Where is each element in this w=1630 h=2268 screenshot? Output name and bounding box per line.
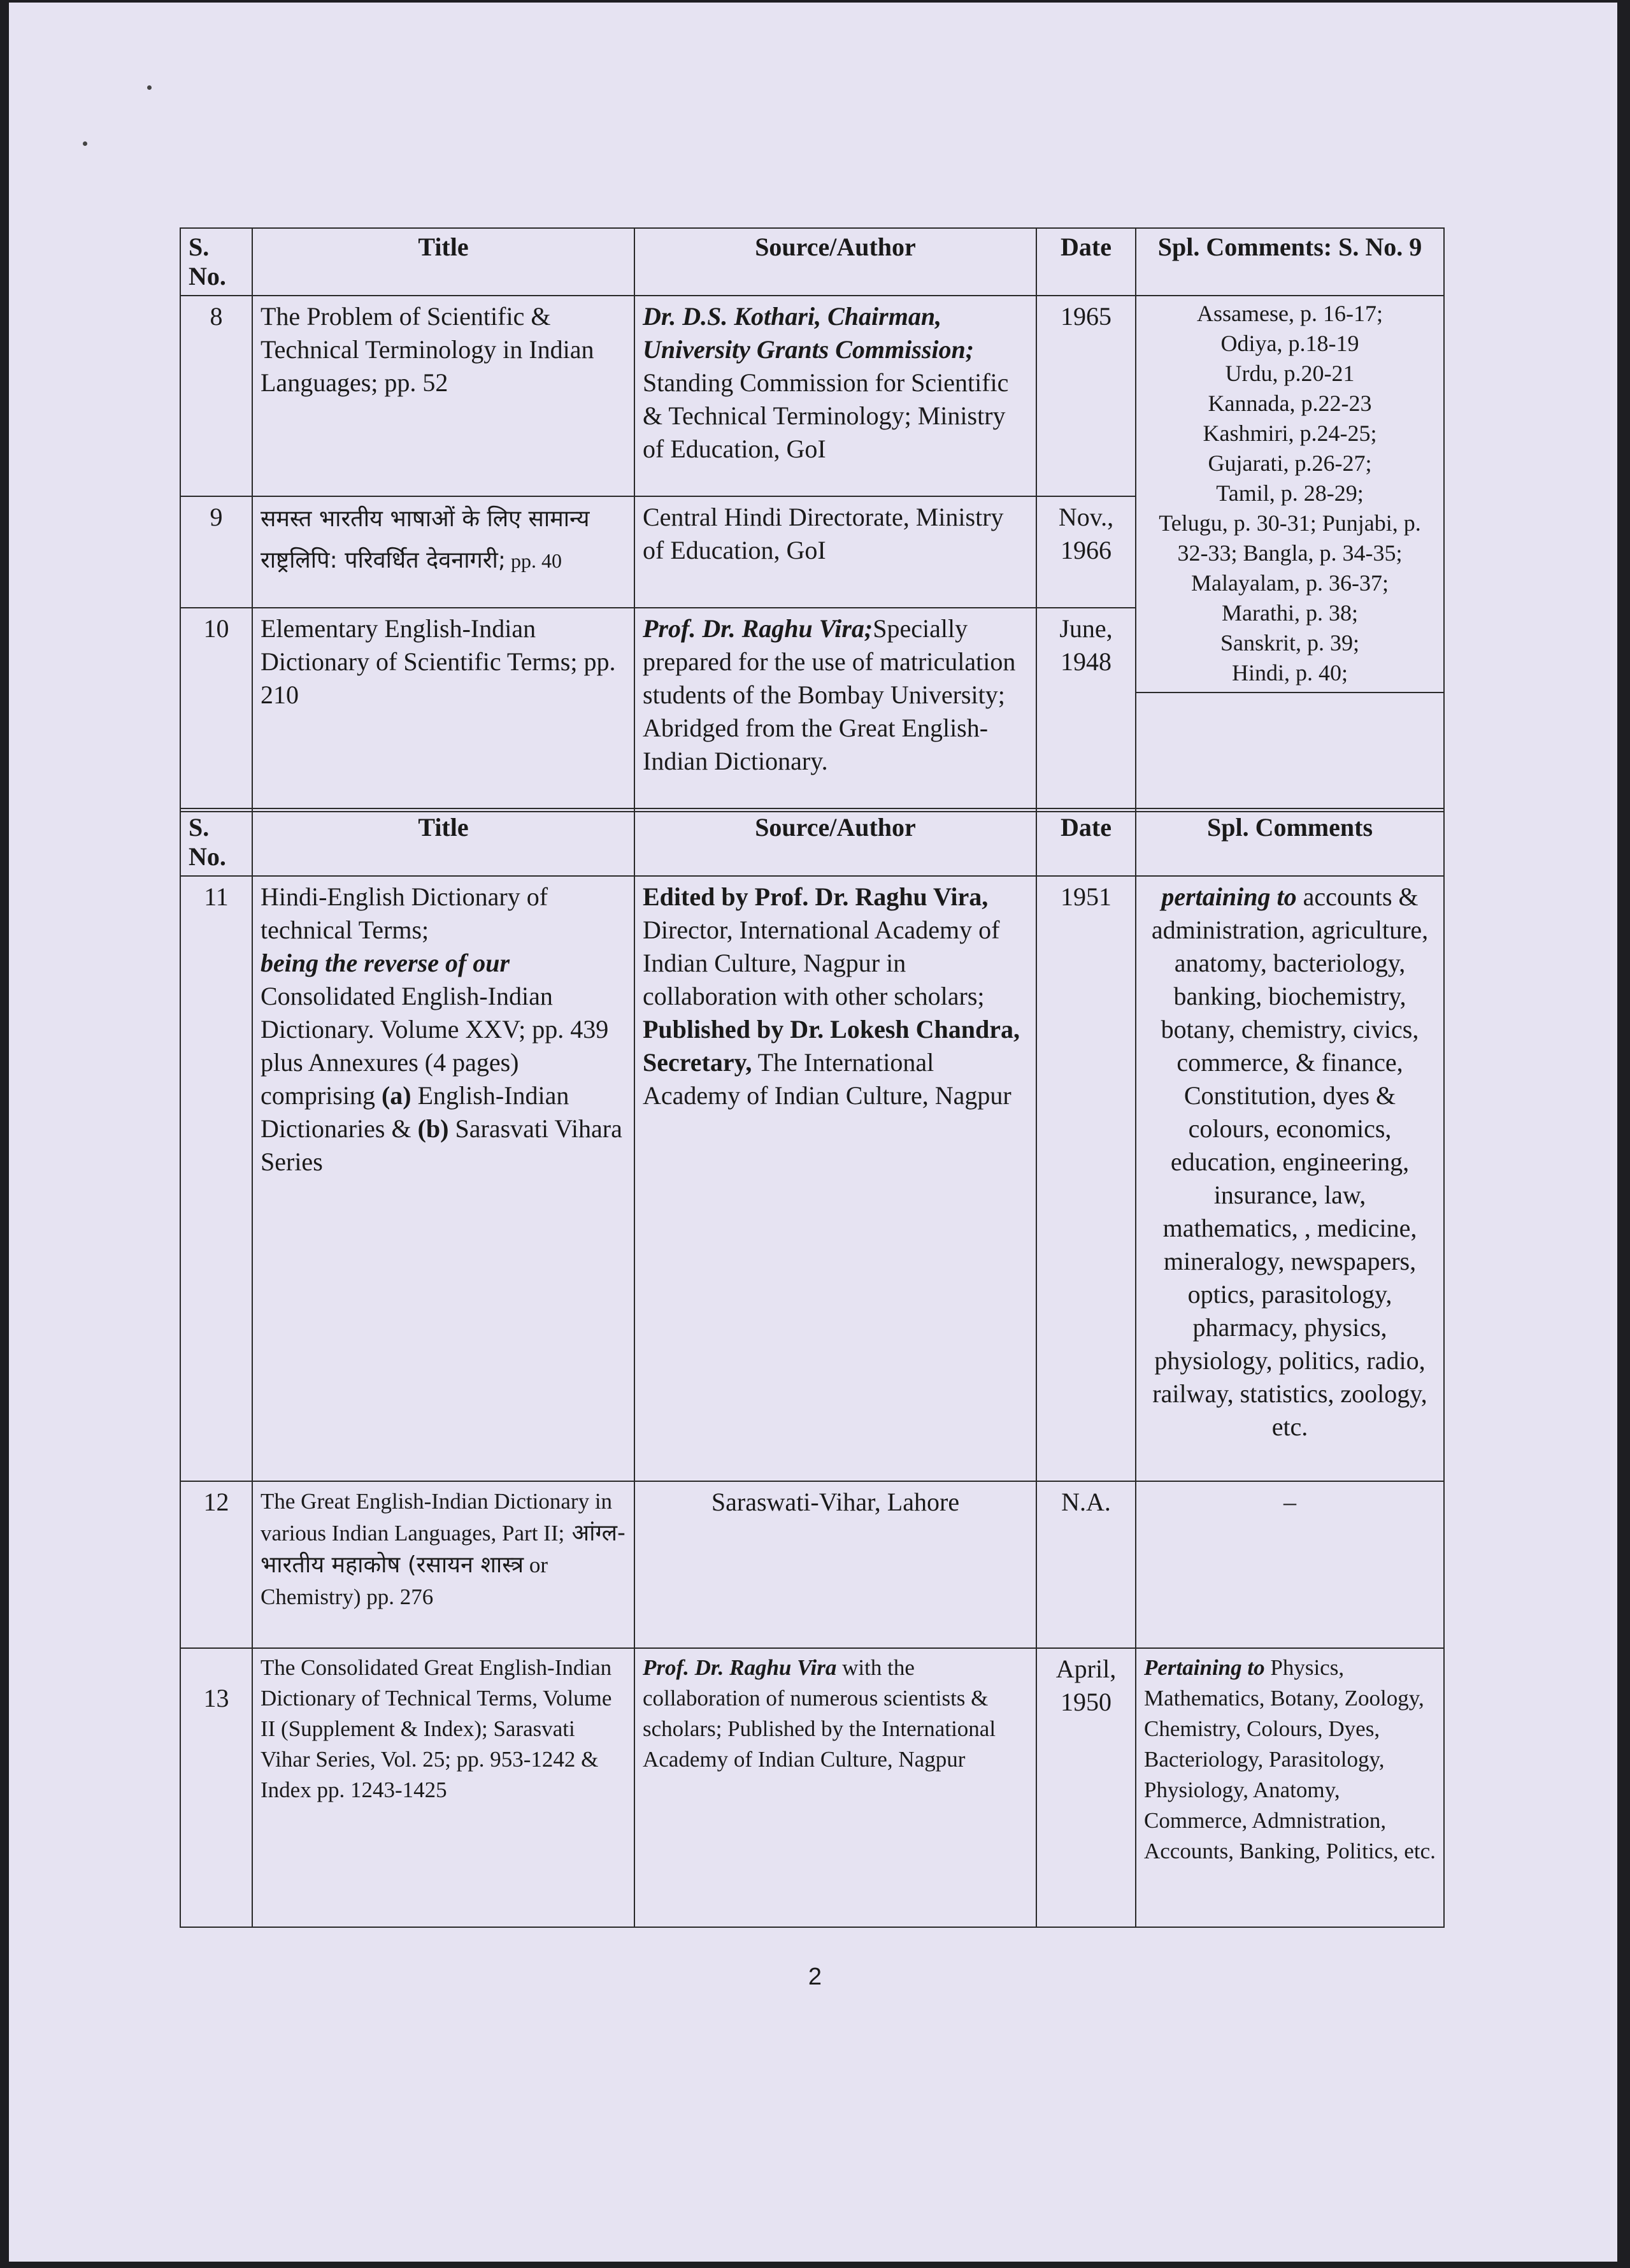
table-row [180, 876, 1444, 1481]
row-sno: 8 [180, 296, 252, 496]
header-date: Date [1036, 228, 1136, 296]
table-row [180, 1648, 1444, 1927]
header-source: Source/Author [634, 808, 1036, 876]
comments-subjects: Physics, Mathematics, Botany, Zoology, Chemistry, Colours, Dyes, Bacteriology, Parasitology, Physiology, Anatomy, Commerce, Admnistration, Accounts, Banking, Politics, etc. [1144, 1655, 1436, 1863]
comment-line: Telugu, p. 30-31; Punjabi, p. 32-33; Bangla, p. 34-35; [1159, 510, 1421, 566]
table-header-row [180, 228, 1444, 296]
row-title [252, 496, 634, 608]
source-author-name: Dr. D.S. Kothari, Chairman, University Grants Commission; [643, 302, 975, 364]
row-comments [1136, 1648, 1444, 1927]
row-comments [1136, 876, 1444, 1481]
row-date: April, 1950 [1036, 1648, 1136, 1927]
comment-line: Sanskrit, p. 39; [1220, 630, 1359, 656]
source-author-name: Prof. Dr. Raghu Vira; [643, 614, 873, 643]
row-source [634, 1648, 1036, 1927]
row-sno: 12 [180, 1481, 252, 1648]
header-comments: Spl. Comments: S. No. 9 [1136, 228, 1444, 296]
row-sno: 13 [180, 1648, 252, 1927]
row-title: The Consolidated Great English-Indian Dictionary of Technical Terms, Volume II (Supplement & Index); Sarasvati Vihar Series, Vol. 25; pp. 953-1242 & Index pp. 1243-1425 [252, 1648, 634, 1927]
comment-line: Assamese, p. 16-17; [1197, 301, 1383, 326]
comment-divider [1136, 692, 1443, 776]
row-title: The Problem of Scientific & Technical Terminology in Indian Languages; pp. 52 [252, 296, 634, 496]
title-line: Consolidated English-Indian Dictionary. Volume XXV; pp. 439 [261, 982, 609, 1044]
row-source [634, 876, 1036, 1481]
row-source [634, 608, 1036, 812]
title-pages: pp. 40 [505, 549, 562, 572]
comments-subjects: accounts & administration, agriculture, anatomy, bacteriology, banking, biochemistry, botany, chemistry, civics, commerce, & finance, Constitution, dyes & colours, economics, education, engineering, insurance, law, mathematics, , medicine, mineralogy, newspapers, optics, parasitology, pharmacy, physics, physiology, politics, radio, railway, statistics, zoology, etc. [1151, 882, 1429, 1441]
comment-line: Tamil, p. 28-29; [1216, 480, 1364, 506]
title-emphasis: being the reverse of our [261, 949, 510, 977]
table-row [180, 1481, 1444, 1648]
row-date: 1951 [1036, 876, 1136, 1481]
table-rows-8-10 [180, 227, 1445, 812]
header-date: Date [1036, 808, 1136, 876]
source-publisher: Published by Dr. Lokesh Chandra, Secretary, The International Academy of Indian Culture, Nagpur [643, 1015, 1020, 1110]
header-sno: S. No. [180, 228, 252, 296]
comment-line: Gujarati, p.26-27; [1208, 450, 1372, 476]
row-title [252, 876, 634, 1481]
row-date: Nov., 1966 [1036, 496, 1136, 608]
row-source: Central Hindi Directorate, Ministry of Education, GoI [634, 496, 1036, 608]
source-editor: Edited by Prof. Dr. Raghu Vira, Director, International Academy of Indian Culture, Nagpur in collaboration with other scholars; [643, 882, 1000, 1010]
row-date: June, 1948 [1036, 608, 1136, 812]
table-rows-11-13 [180, 808, 1445, 1928]
row-date: 1965 [1036, 296, 1136, 496]
comments-lead: pertaining to [1161, 882, 1297, 911]
source-author-name: Prof. Dr. Raghu Vira [643, 1655, 837, 1680]
title-line: plus Annexures (4 pages) comprising (a) English-Indian Dictionaries & (b) Sarasvati Vihara Series [261, 1048, 622, 1176]
row-sno: 9 [180, 496, 252, 608]
row-title: The Great English-Indian Dictionary in various Indian Languages, Part II; आंग्ल-भारतीय महाकोष (रसायन शास्त्र or Chemistry) pp. 276 [252, 1481, 634, 1648]
comment-line: Kannada, p.22-23 [1208, 391, 1372, 416]
row-source: Saraswati-Vihar, Lahore [634, 1481, 1036, 1648]
row-title: Elementary English-Indian Dictionary of Scientific Terms; pp. 210 [252, 608, 634, 812]
source-details: Standing Commission for Scientific & Technical Terminology; Ministry of Education, GoI [643, 368, 1009, 463]
comment-line: Odiya, p.18-19 [1220, 331, 1359, 356]
header-sno: S. No. [180, 808, 252, 876]
table-row [180, 296, 1444, 496]
header-source: Source/Author [634, 228, 1036, 296]
title-line: Hindi-English Dictionary of technical Terms; [261, 882, 548, 944]
comment-line: Urdu, p.20-21 [1225, 361, 1355, 386]
source-details: Specially prepared for the use of matriculation students of the Bombay University; Abridged from the Great English-Indian Dictionary. [643, 614, 1016, 775]
row-date: N.A. [1036, 1481, 1136, 1648]
source-details: with the collaboration of numerous scientists & scholars; Published by the International Academy of Indian Culture, Nagpur [643, 1655, 996, 1772]
row-sno: 11 [180, 876, 252, 1481]
page-number: 2 [808, 1963, 822, 1990]
title-hindi: समस्त भारतीय भाषाओं के लिए सामान्य राष्ट्रलिपि: परिवर्धित देवनागरी; [261, 506, 590, 573]
header-title: Title [252, 228, 634, 296]
header-comments: Spl. Comments [1136, 808, 1444, 876]
row-comments: – [1136, 1481, 1444, 1648]
speck-mark [83, 141, 87, 146]
comments-lead: Pertaining to [1144, 1655, 1265, 1680]
comment-line: Marathi, p. 38; [1222, 600, 1358, 626]
title-hindi: आंग्ल-भारतीय महाकोष (रसायन शास्त्र [261, 1520, 626, 1578]
header-title: Title [252, 808, 634, 876]
comment-line: Hindi, p. 40; [1231, 660, 1348, 685]
comments-language-pages [1136, 296, 1444, 812]
comment-line: Malayalam, p. 36-37; [1191, 570, 1389, 596]
row-sno: 10 [180, 608, 252, 812]
row-source [634, 296, 1036, 496]
speck-mark [147, 85, 152, 90]
comment-line: Kashmiri, p.24-25; [1203, 420, 1377, 446]
table-header-row [180, 808, 1444, 876]
